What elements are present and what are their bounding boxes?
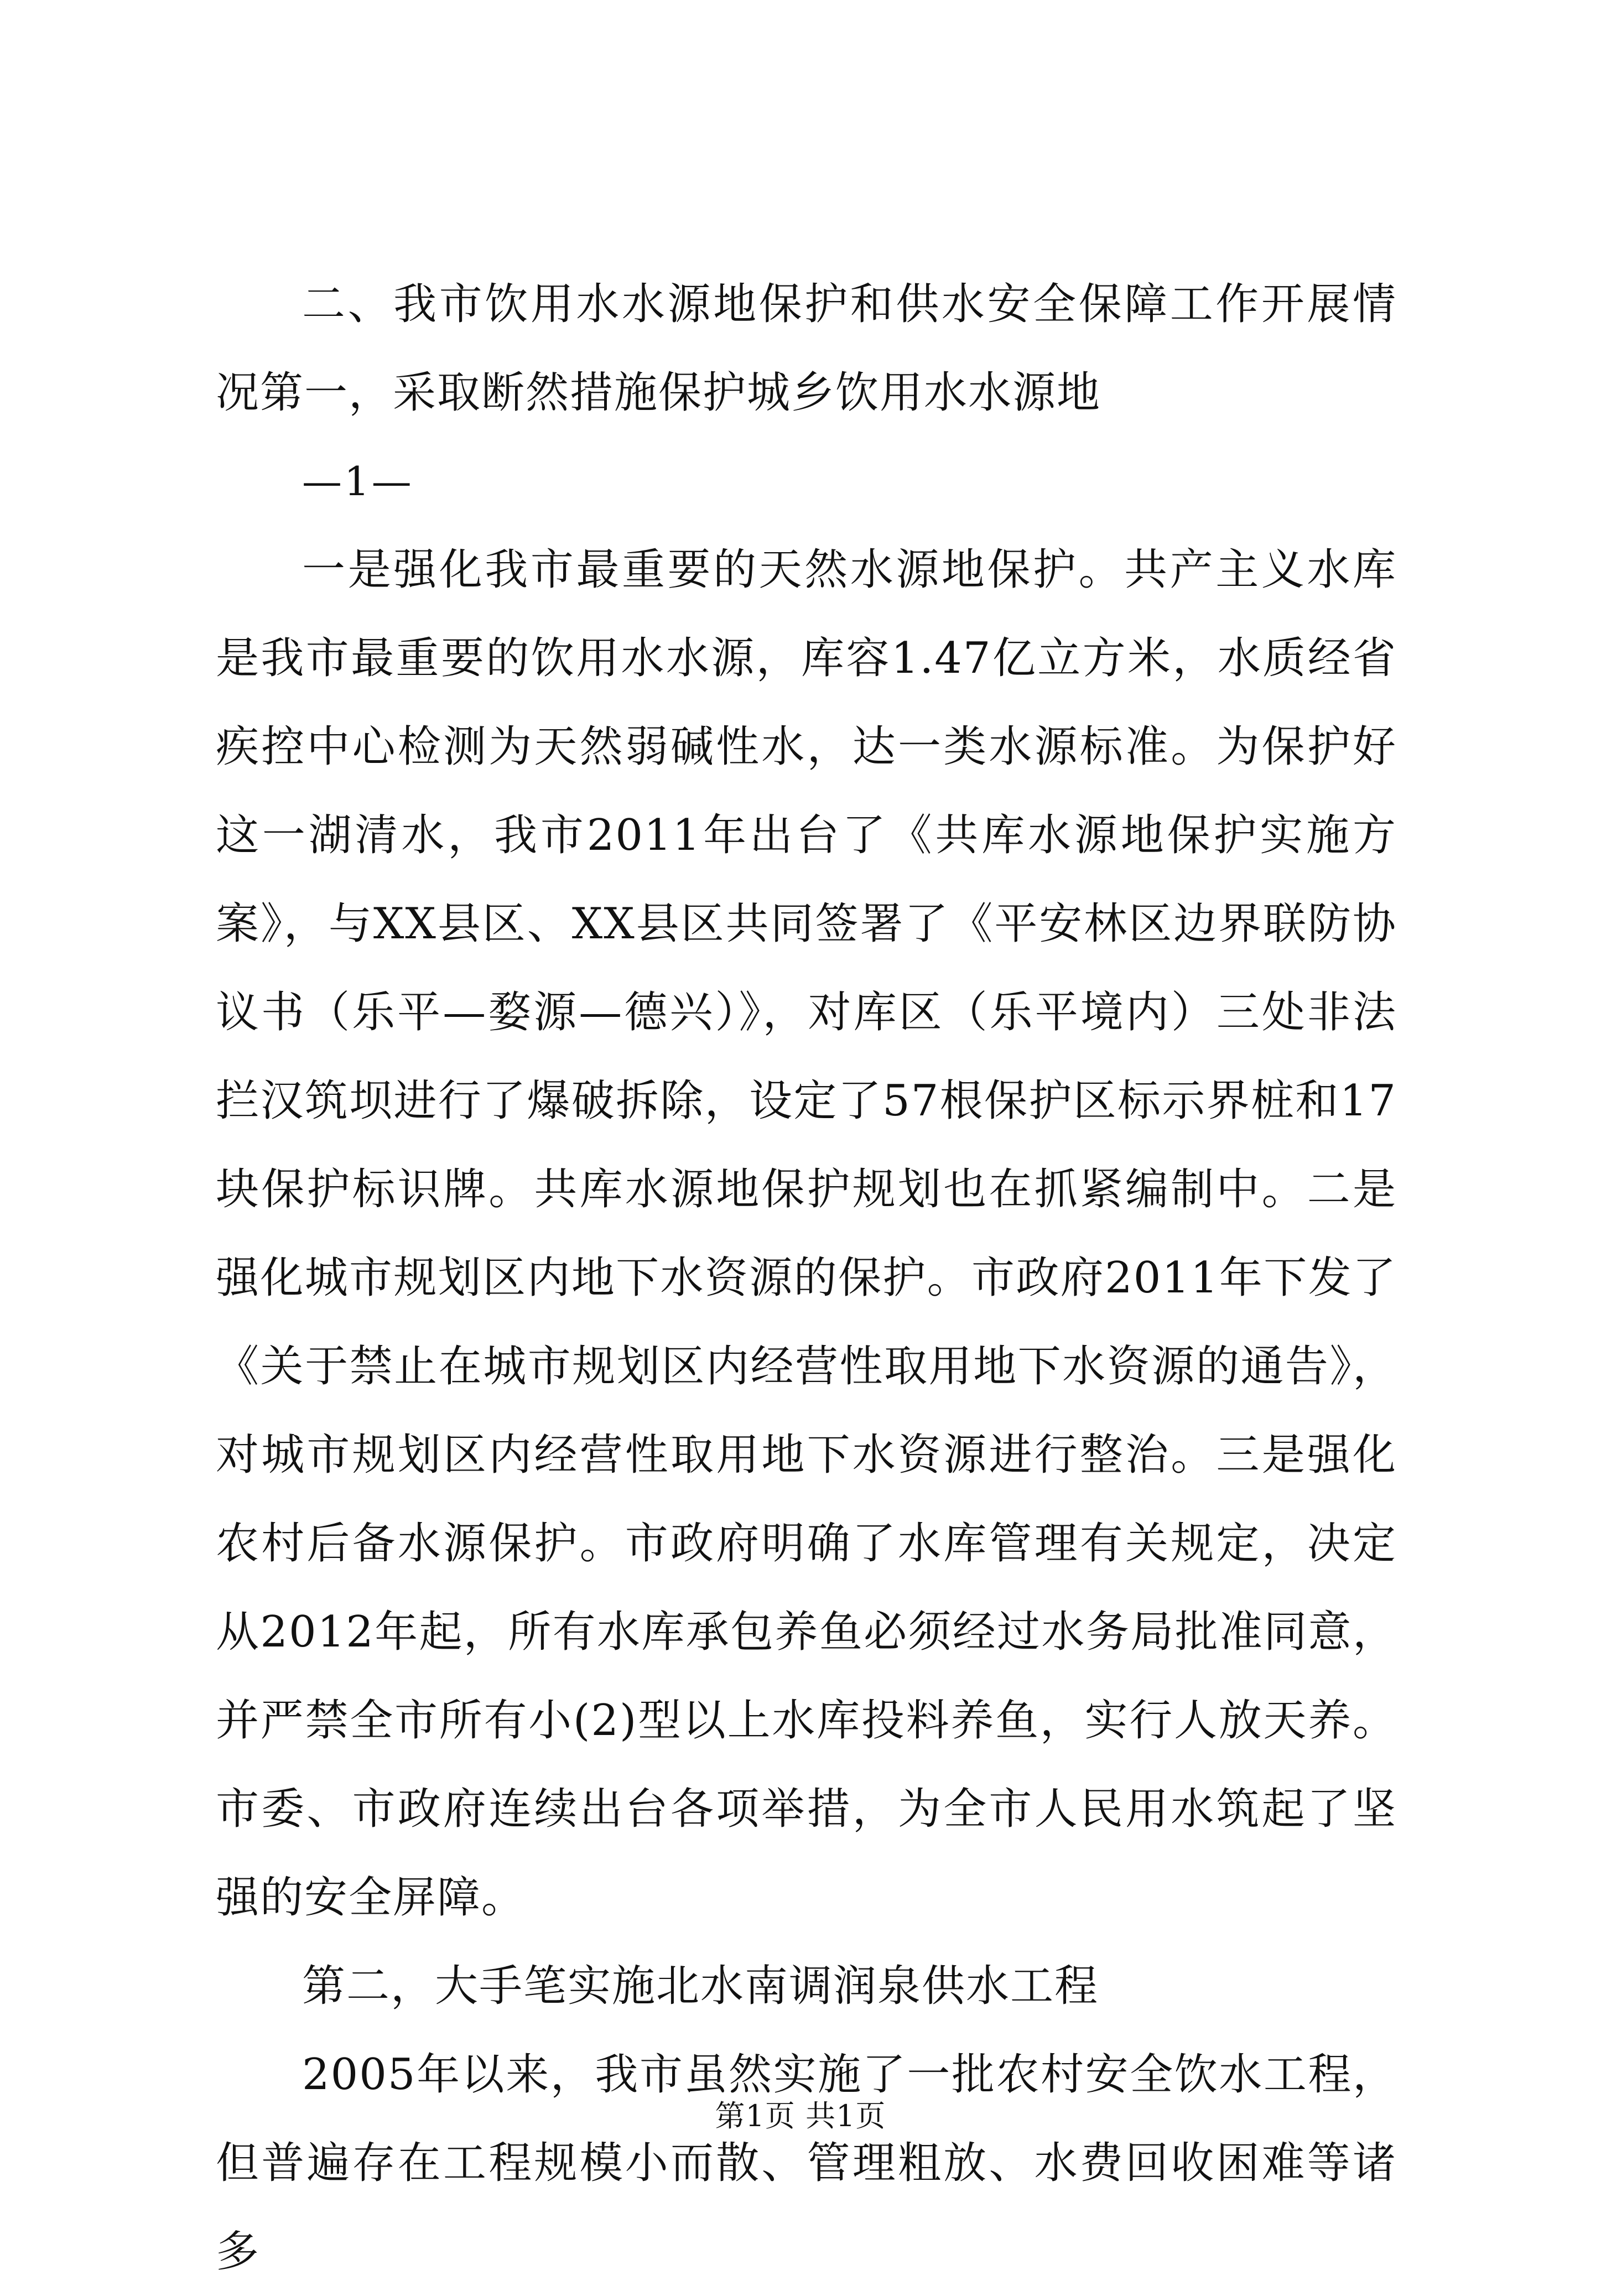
paragraph-rural-water-projects: 2005年以来，我市虽然实施了一批农村安全饮水工程，但普遍存在工程规模小而散、管理粗放、水费回收困难等诸多 — [216, 2050, 1397, 2277]
section-2-title: 第二，大手笔实施北水南调润泉供水工程 — [302, 1961, 1099, 2011]
document-body — [216, 260, 1397, 2296]
page-marker: —1— — [302, 458, 414, 505]
page-footer: 第1页 共1页 — [715, 2098, 886, 2133]
paragraph-water-source-protection: 一是强化我市最重要的天然水源地保护。共产主义水库是我市最重要的饮用水水源，库容1.47亿立方米，水质经省疾控中心检测为天然弱碱性水，达一类水源标准。为保护好这一湖清水，我市2011年出台了《共库水源地保护实施方案》，与XX县区、XX县区共同签署了《平安林区边界联防协议书（乐平—婺源—德兴）》，对库区（乐平境内）三处非法拦汉筑坝进行了爆破拆除，设定了57根保护区标示界桩和17块保护标识牌。共库水源地保护规划也在抓紧编制中。二是强化城市规划区内地下水资源的保护。市政府2011年下发了《关于禁止在城市规划区内经营性取用地下水资源的通告》，对城市规划区内经营性取用地下水资源进行整治。三是强化农村后备水源保护。市政府明确了水库管理有关规定，决定从2012年起，所有水库承包养鱼必须经过水务局批准同意，并严禁全市所有小(2)型以上水库投料养鱼，实行人放天养。市委、市政府连续出台各项举措，为全市人民用水筑起了坚强的安全屏障。 — [216, 545, 1397, 1923]
section-heading: 二、我市饮用水水源地保护和供水安全保障工作开展情况第一，采取断然措施保护城乡饮用水水源地 — [216, 279, 1397, 418]
